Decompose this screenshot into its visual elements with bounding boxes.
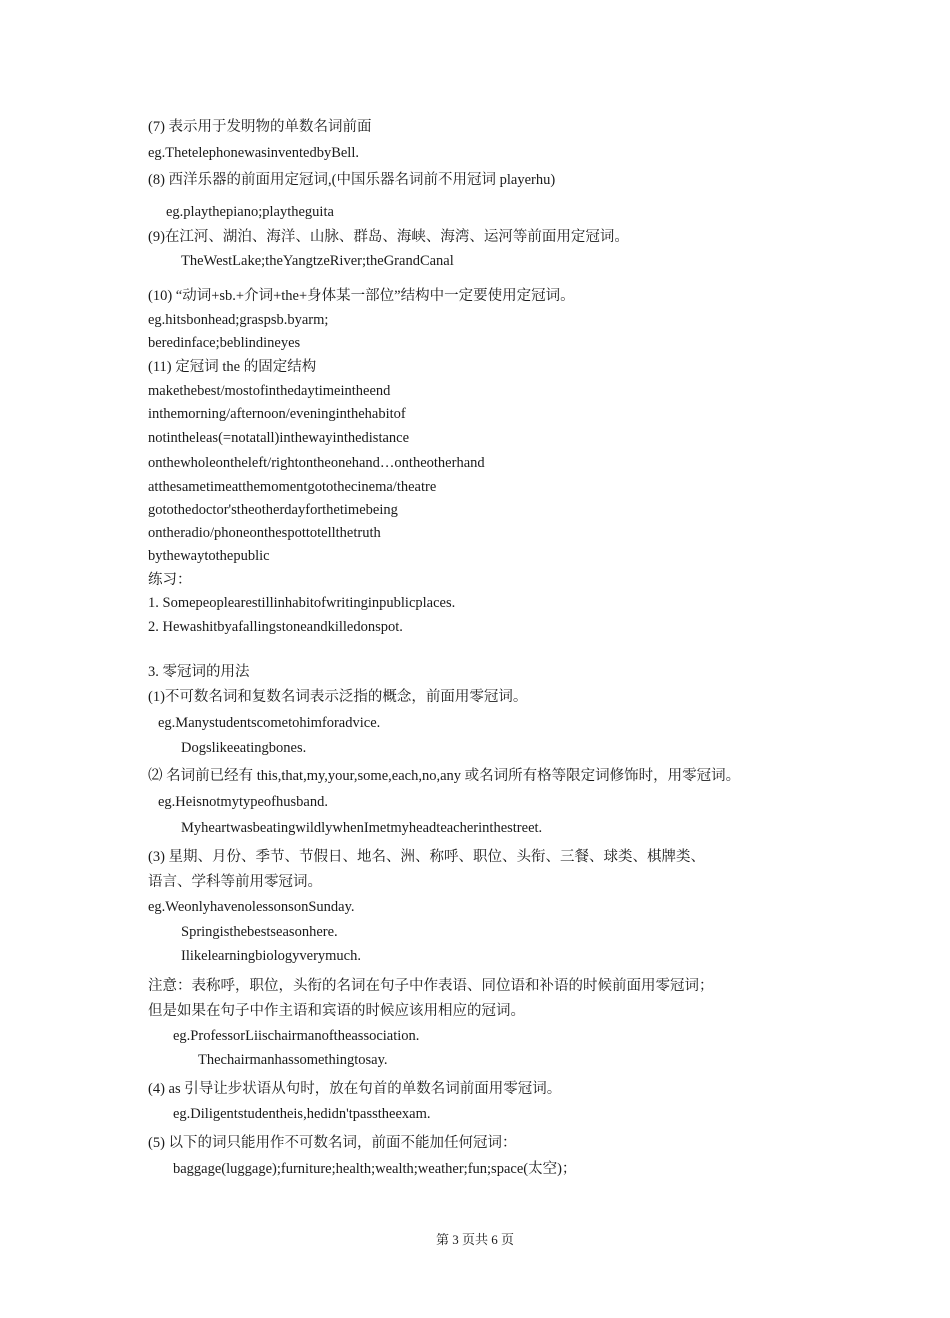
rule-8-heading: (8) 西洋乐器的前面用定冠词,(中国乐器名词前不用冠词 playerhu) xyxy=(148,172,556,188)
zero-rule-3-example-3: Ilikelearningbiologyverymuch. xyxy=(181,948,361,964)
zero-rule-2-example-2: MyheartwasbeatingwildlywhenImetmyheadteacherinthestreet. xyxy=(181,820,543,836)
rule-10-example-1: eg.hitsbonhead;graspsb.byarm; xyxy=(148,312,329,328)
zero-rule-2-heading: ⑵ 名词前已经有 this,that,my,your,some,each,no,any 或名词所有格等限定词修饰时，用零冠词。 xyxy=(148,768,741,784)
note-example-1: eg.ProfessorLiischairmanoftheassociation. xyxy=(173,1028,420,1044)
section-3-heading: 3. 零冠词的用法 xyxy=(148,664,250,680)
fixed-phrases-line: bythewaytothepublic xyxy=(148,548,270,564)
zero-rule-3-heading-cont: 语言、学科等前用零冠词。 xyxy=(148,874,322,890)
note-example-2: Thechairmanhassomethingtosay. xyxy=(198,1052,388,1068)
rule-10-example-2: beredinface;beblindineyes xyxy=(148,335,301,351)
rule-10-heading: (10) “动词+sb.+介词+the+身体某一部位”结构中一定要使用定冠词。 xyxy=(148,288,575,304)
exercise-heading: 练习： xyxy=(148,572,192,588)
fixed-phrases-line: notintheleas(=notatall)inthewayinthedistance xyxy=(148,430,410,446)
zero-rule-1-example-1: eg.Manystudentscometohimforadvice. xyxy=(158,715,381,731)
fixed-phrases-line: onthewholeontheleft/rightontheonehand…ontheotherhand xyxy=(148,455,485,471)
fixed-phrases-line: atthesametimeatthemomentgotothecinema/theatre xyxy=(148,479,437,495)
exercise-item-2: 2. Hewashitbyafallingstoneandkilledonspot. xyxy=(148,619,403,635)
rule-9-example: TheWestLake;theYangtzeRiver;theGrandCanal xyxy=(181,253,454,269)
exercise-item-1: 1. Somepeoplearestillinhabitofwritinginpublicplaces. xyxy=(148,595,456,611)
zero-rule-1-heading: (1)不可数名词和复数名词表示泛指的概念，前面用零冠词。 xyxy=(148,689,528,705)
zero-rule-5-heading: (5) 以下的词只能用作不可数名词，前面不能加任何冠词： xyxy=(148,1135,517,1151)
fixed-phrases-line: inthemorning/afternoon/eveninginthehabitof xyxy=(148,406,406,422)
zero-rule-1-example-2: Dogslikeeatingbones. xyxy=(181,740,307,756)
zero-rule-4-heading: (4) as 引导让步状语从句时，放在句首的单数名词前面用零冠词。 xyxy=(148,1081,562,1097)
zero-rule-4-example: eg.Diligentstudentheis,hedidn'tpasstheexam. xyxy=(173,1106,431,1122)
fixed-phrases-line: makethebest/mostofinthedaytimeintheend xyxy=(148,383,391,399)
note-line-1: 注意：表称呼，职位，头衔的名词在句子中作表语、同位语和补语的时候前面用零冠词； xyxy=(148,978,714,994)
zero-rule-3-heading: (3) 星期、月份、季节、节假日、地名、洲、称呼、职位、头衔、三餐、球类、棋牌类、 xyxy=(148,849,706,865)
rule-9-heading: (9)在江河、湖泊、海洋、山脉、群岛、海峡、海湾、运河等前面用定冠词。 xyxy=(148,229,629,245)
zero-rule-2-example-1: eg.Heisnotmytypeofhusband. xyxy=(158,794,328,810)
zero-rule-3-example-1: eg.WeonlyhavenolessonsonSunday. xyxy=(148,899,355,915)
rule-8-example: eg.playthepiano;playtheguita xyxy=(166,204,334,220)
rule-11-heading: (11) 定冠词 the 的固定结构 xyxy=(148,359,317,375)
note-line-2: 但是如果在句子中作主语和宾语的时候应该用相应的冠词。 xyxy=(148,1003,525,1019)
zero-rule-5-words: baggage(luggage);furniture;health;wealth;weather;fun;space(太空)； xyxy=(173,1161,577,1177)
fixed-phrases-line: ontheradio/phoneonthespottotellthetruth xyxy=(148,525,381,541)
fixed-phrases-line: gotothedoctor'stheotherdayforthetimebeing xyxy=(148,502,398,518)
rule-7-example: eg.ThetelephonewasinventedbyBell. xyxy=(148,145,359,161)
zero-rule-3-example-2: Springisthebestseasonhere. xyxy=(181,924,338,940)
rule-7-heading: (7) 表示用于发明物的单数名词前面 xyxy=(148,119,372,135)
page-footer: 第 3 页共 6 页 xyxy=(435,1232,514,1247)
